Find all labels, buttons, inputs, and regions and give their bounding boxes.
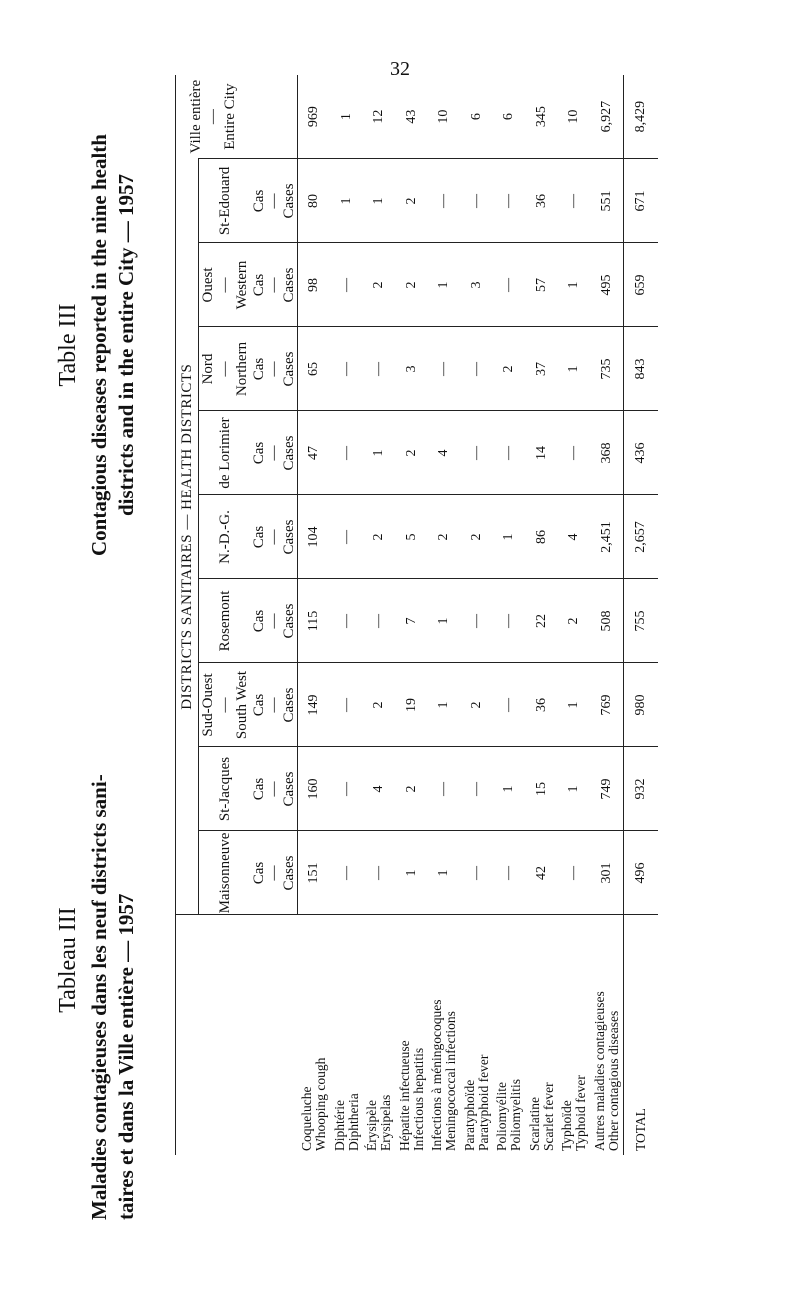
unit-label-cell: [251, 579, 298, 663]
case-count-cell: 735: [591, 327, 624, 411]
case-count-cell: —: [331, 495, 364, 579]
case-count-cell: —: [493, 831, 526, 915]
case-count-cell: 3: [461, 243, 494, 327]
case-count-cell: 42: [526, 831, 559, 915]
case-count-cell: —: [493, 159, 526, 243]
disease-name-fr: Érysipèle: [364, 1100, 380, 1151]
table-row: [461, 75, 494, 1155]
case-count-cell: —: [363, 327, 396, 411]
case-count-cell: 749: [591, 747, 624, 831]
case-count-cell: 149: [298, 663, 331, 747]
case-count-cell: 969: [306, 106, 322, 128]
case-count-cell: 301: [591, 831, 624, 915]
case-count-cell: 6: [501, 113, 517, 121]
french-subtitle-line2: taires et dans la Ville entière — 1957: [114, 893, 138, 1220]
case-count-cell: 151: [298, 831, 331, 915]
case-count-cell: 2: [396, 159, 429, 243]
case-count-cell: —: [428, 327, 461, 411]
case-count-cell: 551: [591, 159, 624, 243]
district-name-name2: —: [216, 277, 233, 293]
unit-label-fr: Cas: [250, 693, 267, 717]
case-count-cell: 1: [558, 327, 591, 411]
case-count-cell: 1: [331, 159, 364, 243]
unit-label-cell: [251, 327, 298, 411]
case-count-cell: 37: [526, 327, 559, 411]
case-count-cell: 43: [403, 109, 419, 124]
unit-label-fr: Cas: [250, 189, 267, 213]
disease-name-cell: [396, 915, 429, 1155]
disease-name-cell: [591, 915, 624, 1155]
unit-label-fr: Cas: [250, 357, 267, 381]
unit-label-fr: Cas: [250, 777, 267, 801]
case-count-cell: 36: [526, 663, 559, 747]
case-count-cell: 12: [371, 109, 387, 124]
case-count-cell: 36: [526, 159, 559, 243]
unit-label-cell: [251, 411, 298, 495]
case-count-cell: —: [461, 747, 494, 831]
total-count-cell: 671: [624, 159, 659, 243]
table-row: [493, 75, 526, 1155]
district-name-name1: N.-D.-G.: [216, 510, 233, 564]
disease-name-cell: [298, 915, 331, 1155]
total-count-cell: 436: [624, 411, 659, 495]
disease-name-en: Erysipelas: [378, 1094, 394, 1151]
unit-label-dash: —: [265, 529, 282, 545]
case-count-cell: 6: [468, 113, 484, 121]
unit-label-dash: —: [265, 613, 282, 629]
case-count-cell: 104: [298, 495, 331, 579]
contagious-diseases-table: [175, 75, 658, 1155]
case-count-cell: 4: [363, 747, 396, 831]
disease-name-en: Infectious hepatitis: [410, 1047, 426, 1151]
case-count-cell: 98: [298, 243, 331, 327]
table-row: [331, 75, 364, 1155]
total-count-cell: 932: [624, 747, 659, 831]
total-count-cell: 755: [624, 579, 659, 663]
table-row: [558, 75, 591, 1155]
disease-name-en: Other contagious diseases: [605, 1010, 621, 1151]
case-count-cell: 19: [396, 663, 429, 747]
french-subtitle-line1: Maladies contagieuses dans les neuf districts sani-: [87, 774, 111, 1220]
district-name-name3: Western: [233, 260, 250, 310]
case-count-cell: 115: [298, 579, 331, 663]
disease-name-fr: Hépatite infectueuse: [396, 1040, 412, 1151]
case-count-cell: —: [363, 579, 396, 663]
case-count-cell: —: [558, 159, 591, 243]
unit-label-cell: [251, 75, 298, 159]
english-table-label: Table III: [55, 303, 81, 387]
case-count-cell: —: [331, 579, 364, 663]
district-header: [199, 243, 252, 327]
case-count-cell: 2,451: [591, 495, 624, 579]
case-count-cell: —: [493, 579, 526, 663]
case-count-cell: —: [331, 747, 364, 831]
unit-label-cell: [251, 663, 298, 747]
case-count-cell: 2: [461, 495, 494, 579]
case-count-cell: —: [493, 411, 526, 495]
district-name-name1: St-Edouard: [216, 166, 233, 236]
disease-name-en: Scarlet fever: [540, 1082, 556, 1151]
district-name-name1: Ouest: [199, 267, 216, 303]
case-count-cell: 1: [338, 113, 354, 121]
disease-name-fr: Poliomyélite: [494, 1082, 510, 1151]
entire-city-header-line1: Ville entière: [188, 79, 204, 154]
unit-label-en: Cases: [280, 687, 297, 723]
case-count-cell: 2: [493, 327, 526, 411]
total-row: [624, 75, 659, 1155]
case-count-cell: 1: [558, 747, 591, 831]
unit-label-fr: Cas: [250, 525, 267, 549]
case-count-cell: —: [461, 831, 494, 915]
case-count-cell: —: [493, 243, 526, 327]
case-count-cell: 47: [298, 411, 331, 495]
district-header: [199, 579, 252, 663]
unit-label-dash: —: [265, 277, 282, 293]
case-count-cell: 1: [493, 747, 526, 831]
district-header: [199, 159, 252, 243]
table-row: [526, 75, 559, 1155]
case-count-cell: 10: [436, 109, 452, 124]
case-count-cell: —: [428, 747, 461, 831]
english-subtitle-line2: districts and in the entire City — 1957: [114, 173, 138, 517]
case-count-cell: —: [461, 327, 494, 411]
district-header: [199, 663, 252, 747]
disease-name-en: Meningococcal infections: [443, 1011, 459, 1151]
disease-name-cell: [428, 915, 461, 1155]
case-count-cell: 1: [493, 495, 526, 579]
unit-label-dash: —: [265, 697, 282, 713]
case-count-cell: 769: [591, 663, 624, 747]
case-count-cell: 2: [363, 663, 396, 747]
unit-label-fr: Cas: [250, 609, 267, 633]
case-count-cell: 86: [526, 495, 559, 579]
case-count-cell: 4: [428, 411, 461, 495]
case-count-cell: 508: [591, 579, 624, 663]
district-header: [199, 747, 252, 831]
case-count-cell: 160: [298, 747, 331, 831]
total-label: TOTAL: [624, 915, 659, 1155]
total-count-cell: 843: [624, 327, 659, 411]
disease-name-cell: [526, 915, 559, 1155]
case-count-cell: 65: [298, 327, 331, 411]
case-count-cell: 2: [428, 495, 461, 579]
case-count-cell: 6,927: [598, 100, 614, 133]
district-name-name2: —: [216, 361, 233, 377]
unit-label-dash: —: [265, 865, 282, 881]
entire-city-header-line2: —: [205, 109, 221, 125]
case-count-cell: 345: [533, 106, 549, 128]
case-count-cell: 1: [363, 411, 396, 495]
district-name-name1: Rosemont: [216, 590, 233, 652]
total-count-cell: 496: [624, 831, 659, 915]
district-name-name3: Northern: [233, 341, 250, 397]
case-count-cell: 368: [591, 411, 624, 495]
disease-name-en: Diphtheria: [345, 1093, 361, 1151]
case-count-cell: 2: [363, 495, 396, 579]
case-count-cell: —: [493, 663, 526, 747]
unit-label-cell: [251, 495, 298, 579]
table-row: [298, 75, 331, 1155]
case-count-cell: —: [331, 243, 364, 327]
disease-name-en: Paratyphoid fever: [475, 1054, 491, 1151]
district-name-name1: Maisonneuve: [216, 832, 233, 914]
case-count-cell: —: [558, 411, 591, 495]
disease-name-fr: Infections à méningocoques: [429, 999, 445, 1151]
case-count-cell: 3: [396, 327, 429, 411]
unit-label-cell: [251, 747, 298, 831]
case-count-cell: —: [331, 663, 364, 747]
total-count-cell: 8,429: [624, 75, 659, 159]
total-count-cell: 659: [624, 243, 659, 327]
case-count-cell: 2: [363, 243, 396, 327]
unit-label-en: Cases: [280, 435, 297, 471]
case-count-cell: —: [331, 831, 364, 915]
district-header: [199, 411, 252, 495]
case-count-cell: 57: [526, 243, 559, 327]
case-count-cell: 4: [558, 495, 591, 579]
case-count-cell: 5: [396, 495, 429, 579]
disease-name-fr: Paratyphoïde: [461, 1079, 477, 1151]
table-row: [396, 75, 429, 1155]
case-count-cell: 1: [428, 663, 461, 747]
case-count-cell: 7: [396, 579, 429, 663]
unit-label-fr: Cas: [250, 273, 267, 297]
unit-label-en: Cases: [280, 351, 297, 387]
case-count-cell: —: [331, 327, 364, 411]
case-count-cell: 80: [298, 159, 331, 243]
case-count-cell: 1: [396, 831, 429, 915]
case-count-cell: 22: [526, 579, 559, 663]
case-count-cell: 10: [566, 109, 582, 124]
case-count-cell: 2: [396, 411, 429, 495]
case-count-cell: —: [428, 159, 461, 243]
case-count-cell: 1: [428, 243, 461, 327]
unit-label-fr: Cas: [250, 861, 267, 885]
unit-label-dash: —: [265, 781, 282, 797]
table-row: [428, 75, 461, 1155]
case-count-cell: —: [461, 411, 494, 495]
unit-label-dash: —: [265, 193, 282, 209]
disease-name-cell: [461, 915, 494, 1155]
disease-name-cell: [331, 915, 364, 1155]
case-count-cell: 15: [526, 747, 559, 831]
french-title: [55, 700, 140, 1220]
unit-label-en: Cases: [280, 519, 297, 555]
disease-name-cell: [493, 915, 526, 1155]
health-districts-banner: DISTRICTS SANITAIRES — HEALTH DISTRICTS: [176, 159, 199, 915]
district-name-name2: —: [216, 697, 233, 713]
total-count-cell: 980: [624, 663, 659, 747]
district-name-name3: South West: [233, 670, 250, 740]
total-count-cell: 2,657: [624, 495, 659, 579]
unit-label-cell: [251, 831, 298, 915]
unit-label-en: Cases: [280, 267, 297, 303]
unit-label-en: Cases: [280, 771, 297, 807]
disease-name-en: Whooping cough: [313, 1057, 328, 1151]
disease-name-en: Poliomyelitis: [508, 1078, 524, 1151]
case-count-cell: 2: [396, 747, 429, 831]
disease-name-fr: Typhoïde: [559, 1100, 575, 1151]
case-count-cell: —: [363, 831, 396, 915]
district-name-name1: Nord: [199, 353, 216, 385]
disease-name-fr: Diphtérie: [331, 1100, 347, 1151]
unit-label-en: Cases: [280, 603, 297, 639]
case-count-cell: —: [558, 831, 591, 915]
case-count-cell: 1: [428, 579, 461, 663]
case-count-cell: 2: [461, 663, 494, 747]
unit-label-en: Cases: [280, 183, 297, 219]
disease-name-cell: [558, 915, 591, 1155]
title-block: [55, 80, 175, 1220]
case-count-cell: 495: [591, 243, 624, 327]
district-name-name1: de Lorimier: [216, 417, 233, 489]
case-count-cell: 1: [363, 159, 396, 243]
disease-name-fr: Scarlatine: [526, 1097, 542, 1151]
disease-header-cell: [176, 915, 298, 1155]
district-header: [199, 495, 252, 579]
table-row: [363, 75, 396, 1155]
unit-label-cell: [251, 159, 298, 243]
french-table-label: Tableau III: [55, 907, 81, 1013]
table-row: [591, 75, 624, 1155]
disease-name-en: Typhoid fever: [573, 1075, 589, 1151]
district-name-name1: St-Jacques: [216, 756, 233, 822]
unit-label-cell: [251, 243, 298, 327]
case-count-cell: 1: [428, 831, 461, 915]
case-count-cell: 14: [526, 411, 559, 495]
case-count-cell: —: [461, 579, 494, 663]
unit-label-dash: —: [265, 445, 282, 461]
disease-name-fr: Autres maladies contagieuses: [591, 991, 607, 1151]
case-count-cell: 1: [558, 243, 591, 327]
disease-name-fr: Coqueluche: [299, 1086, 314, 1151]
english-subtitle-line1: Contagious diseases reported in the nine health: [87, 134, 111, 556]
case-count-cell: 1: [558, 663, 591, 747]
case-count-cell: —: [331, 411, 364, 495]
unit-label-dash: —: [265, 361, 282, 377]
case-count-cell: 2: [396, 243, 429, 327]
unit-label-fr: Cas: [250, 441, 267, 465]
case-count-cell: —: [461, 159, 494, 243]
district-header: [199, 831, 252, 915]
page-number: 32: [390, 58, 410, 80]
entire-city-header-line3: Entire City: [222, 83, 238, 150]
case-count-cell: 2: [558, 579, 591, 663]
district-header: [199, 327, 252, 411]
unit-label-en: Cases: [280, 855, 297, 891]
disease-name-cell: [363, 915, 396, 1155]
entire-city-header: [176, 75, 252, 159]
english-title: [55, 80, 140, 610]
district-name-name1: Sud-Ouest: [199, 673, 216, 737]
